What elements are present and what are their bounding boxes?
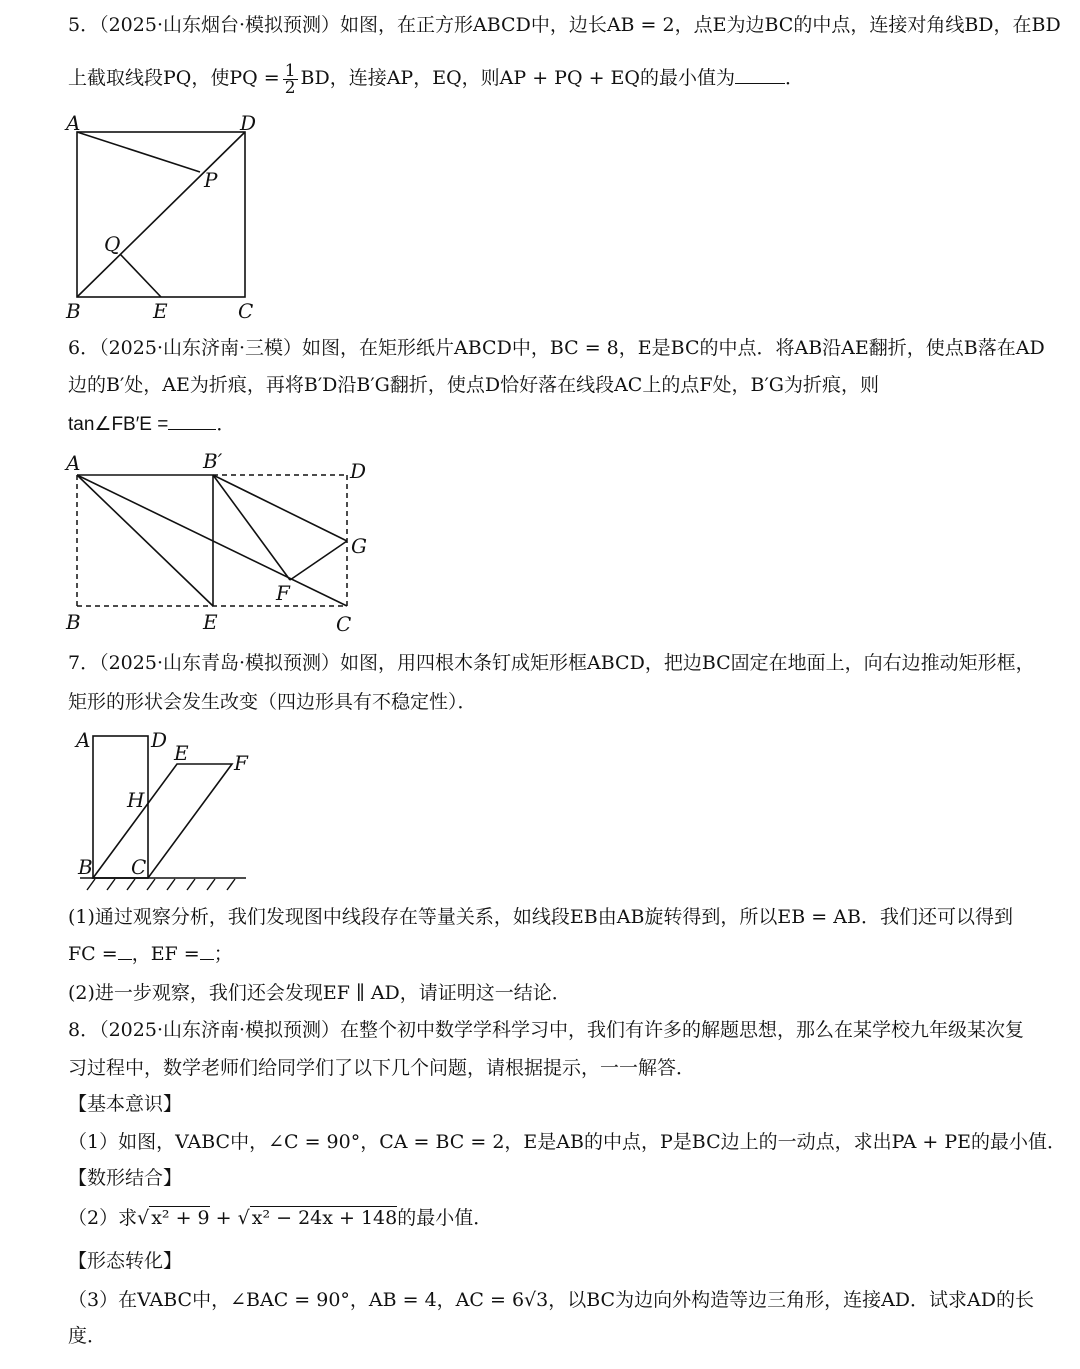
q7-parallelogram-bcfe <box>93 764 232 878</box>
q8-heading-basic: 【基本意识】 <box>68 1093 183 1115</box>
q7-part2: (2)进一步观察，我们还会发现EF ∥ AD，请证明这一结论． <box>68 982 571 1004</box>
q6-label-f: F <box>276 581 290 605</box>
q5-frac-num: 1 <box>284 60 296 81</box>
q8-heading-combine: 【数形结合】 <box>68 1167 183 1189</box>
q5-label-e: E <box>153 299 168 323</box>
q7-line2: 矩形的形状会发生改变（四边形具有不稳定性）． <box>68 691 477 713</box>
q5-line1: 5．（2025·山东烟台·模拟预测）如图，在正方形ABCD中，边长AB = 2，点E为边BC的中点，连接对角线BD，在BD <box>68 14 1061 36</box>
q5-frac-den: 2 <box>284 77 296 98</box>
q7-label-f: F <box>234 751 248 775</box>
q7-part1-end: ； <box>213 943 233 965</box>
q7-label-b: B <box>78 855 93 879</box>
q8-sub3: （3）在VABC中，∠BAC = 90°，AB = 4，AC = 6√3，以BC为边向外构造等边三角形，连接AD．试求AD的长 <box>68 1289 1034 1311</box>
q7-label-c: C <box>131 855 147 879</box>
q5-label-a: A <box>66 111 81 135</box>
q8-line1: 8．（2025·山东济南·模拟预测）在整个初中数学学科学习中，我们有许多的解题思想，那么在某学校九年级某次复 <box>68 1019 1025 1041</box>
q7-ef-label: ，EF = <box>131 943 200 965</box>
q5-line2-end: ． <box>784 67 804 89</box>
q5-label-p: P <box>204 168 218 192</box>
q6-label-e: E <box>203 610 218 634</box>
q6-label-b: B <box>66 610 81 634</box>
q8-sub2-post: 的最小值． <box>397 1207 493 1229</box>
q7-fc-blank[interactable] <box>118 941 132 960</box>
q5-line2-pre: 上截取线段PQ，使PQ = <box>68 67 280 89</box>
q6-line2: 边的B′处，AE为折痕，再将B′D沿B′G翻折，使点D恰好落在线段AC上的点F处，B′G为折痕，则 <box>68 374 879 396</box>
q6-label-bprime: B′ <box>203 449 223 473</box>
q6-line3-end: ． <box>216 413 236 435</box>
q5-label-c: C <box>238 299 254 323</box>
q5-label-d: D <box>240 111 257 135</box>
q6-label-c: C <box>336 612 352 636</box>
q7-fc-label: FC = <box>68 943 118 965</box>
q8-plus: + <box>209 1207 238 1229</box>
q7-part1-line1: (1)通过观察分析，我们发现图中线段存在等量关系，如线段EB由AB旋转得到，所以EB = AB．我们还可以得到 <box>68 906 1013 928</box>
q7-ef-blank[interactable] <box>200 941 214 960</box>
q7-label-e: E <box>174 741 189 765</box>
q6-tan-expr: tan∠FB′E = <box>68 414 169 435</box>
q8-line2: 习过程中，数学老师们给同学们了以下几个问题，请根据提示，一一解答． <box>68 1057 696 1079</box>
q7-label-d: D <box>151 728 168 752</box>
q8-sub2-pre: （2）求 <box>68 1207 138 1229</box>
sqrt-icon: √ <box>237 1207 250 1229</box>
q7-ground-hatch <box>87 879 235 890</box>
q7-label-h: H <box>127 788 145 812</box>
q6-label-d: D <box>350 459 367 483</box>
sqrt-icon: √ <box>137 1207 150 1229</box>
q6-label-g: G <box>351 534 367 558</box>
q7-line1: 7．（2025·山东青岛·模拟预测）如图，用四根木条钉成矩形框ABCD，把边BC固定在地面上，向右边推动矩形框， <box>68 652 1035 674</box>
q5-label-b: B <box>66 299 81 323</box>
q8-heading-transform: 【形态转化】 <box>68 1250 183 1272</box>
q8-radical1: x² + 9 <box>151 1207 210 1229</box>
q8-sub2 <box>68 1204 492 1232</box>
q5-line2-post: BD，连接AP，EQ，则AP + PQ + EQ的最小值为 <box>300 67 735 89</box>
q5-label-q: Q <box>104 232 121 256</box>
q6-label-a: A <box>66 451 81 475</box>
q7-label-a: A <box>76 728 91 752</box>
q8-radical2: x² − 24x + 148 <box>251 1207 398 1229</box>
q6-line1: 6．（2025·山东济南·三模）如图，在矩形纸片ABCD中，BC = 8，E是BC的中点．将AB沿AE翻折，使点B落在AD <box>68 337 1045 359</box>
q7-part1-line2 <box>68 940 233 968</box>
q8-sub1: （1）如图，VABC中，∠C = 90°，CA = BC = 2，E是AB的中点，P是BC边上的一动点，求出PA + PE的最小值． <box>68 1131 1067 1153</box>
q8-sub3-end: 度． <box>68 1325 107 1347</box>
